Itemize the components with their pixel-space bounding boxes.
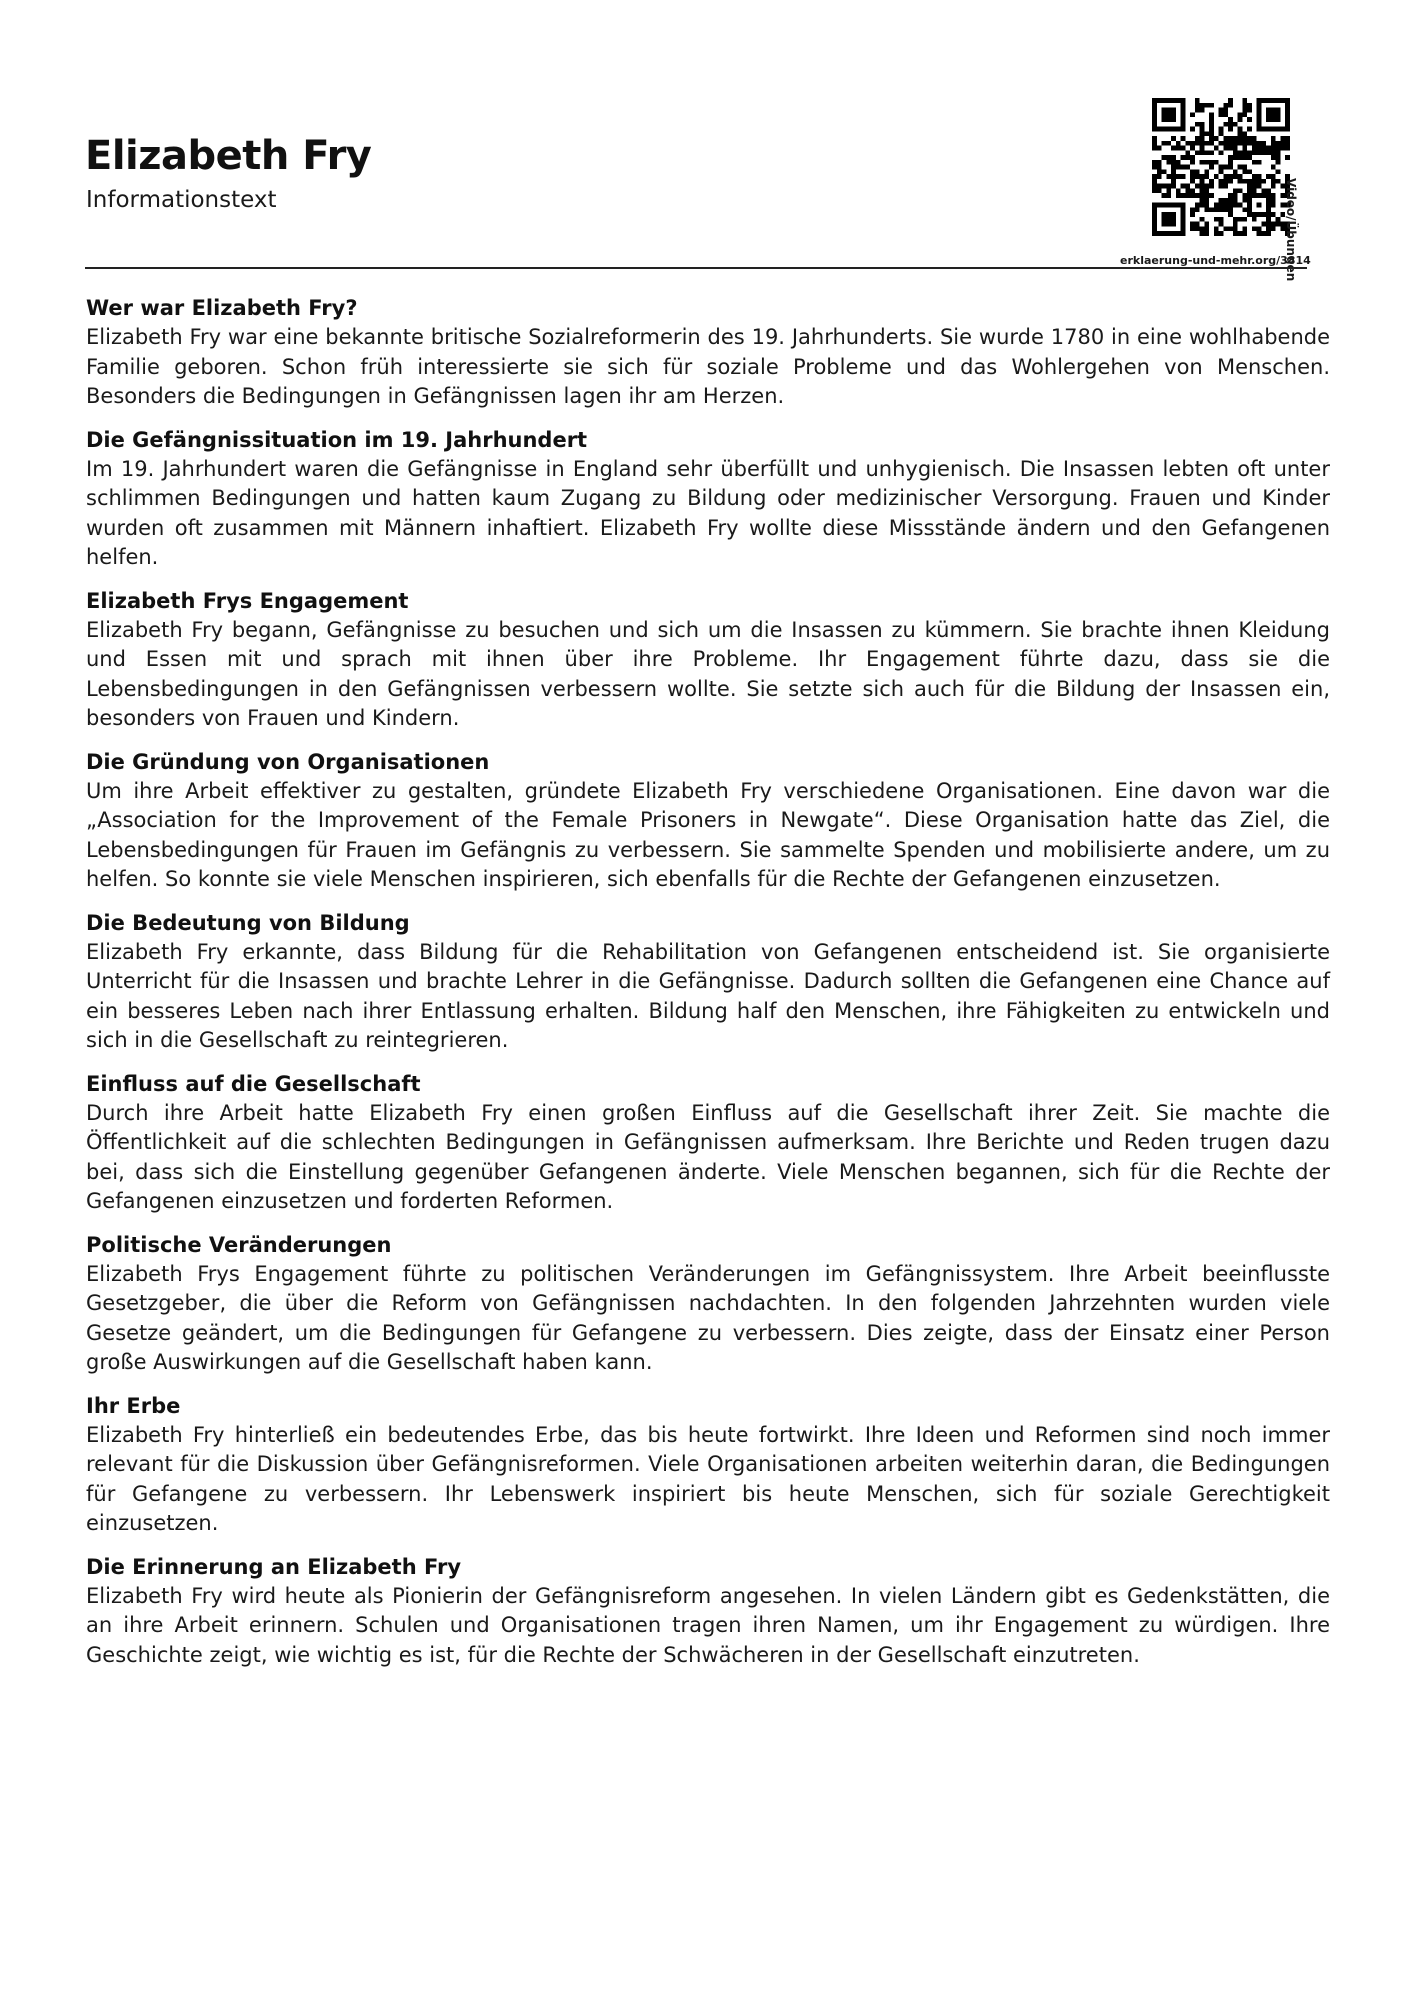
page-subtitle: Informationstext [86, 187, 277, 213]
section-text: Elizabeth Fry war eine bekannte britische Sozialreformerin des 19. Jahrhunderts. Sie wurde 1780 in eine wohlhabende Familie geboren. Schon früh interessierte sie sich für soziale Probleme und das Wohlergehen von Menschen. Besonders die Bedingungen in Gefängnissen lagen ihr am Herzen. [86, 325, 1330, 408]
section-engagement [86, 586, 1330, 734]
qr-code-icon[interactable] [1152, 98, 1290, 236]
video-exercises-label: Video/Übungen [1284, 178, 1298, 282]
section-organisationen [86, 747, 1330, 895]
section-text: Elizabeth Fry wird heute als Pionierin der Gefängnisreform angesehen. In vielen Ländern gibt es Gedenkstätten, die an ihre Arbeit erinnern. Schulen und Organisationen tragen ihren Namen, um ihr Engagement zu würdigen. Ihre Geschichte zeigt, wie wichtig es ist, für die Rechte der Schwächeren in der Gesellschaft einzutreten. [86, 1583, 1330, 1667]
section-heading: Politische Veränderungen [86, 1232, 392, 1257]
section-heading: Die Erinnerung an Elizabeth Fry [86, 1554, 462, 1579]
section-text: Elizabeth Fry hinterließ ein bedeutendes Erbe, das bis heute fortwirkt. Ihre Ideen und Reformen sind noch immer relevant für die Diskussion über Gefängnisreformen. Viele Organisationen arbeiten weiterhin daran, die Bedingungen für Gefangene zu verbessern. Ihr Lebenswerk inspiriert bis heute Menschen, sich für soziale Gerechtigkeit einzusetzen. [86, 1422, 1330, 1535]
section-text: Elizabeth Fry erkannte, dass Bildung für die Rehabilitation von Gefangenen entscheidend ist. Sie organisierte Unterricht für die Insassen und brachte Lehrer in die Gefängnisse. Dadurch sollten die Gefangenen eine Chance auf ein besseres Leben nach ihrer Entlassung erhalten. Bildung half den Menschen, ihre Fähigkeiten zu entwickeln und sich in die Gesellschaft zu reintegrieren. [86, 939, 1330, 1052]
article-body [86, 293, 1330, 1683]
source-url[interactable]: erklaerung-und-mehr.org/3814 [1120, 254, 1311, 267]
header-divider [85, 267, 1307, 269]
section-text: Elizabeth Frys Engagement führte zu politischen Veränderungen im Gefängnissystem. Ihre Arbeit beeinflusste Gesetzgeber, die über die Reform von Gefängnissen nachdachten. In den folgenden Jahrzehnten wurden viele Gesetze geändert, um die Bedingungen für Gefangene zu verbessern. Dies zeigte, dass der Einsatz einer Person große Auswirkungen auf die Gesellschaft haben kann. [86, 1261, 1330, 1374]
section-heading: Elizabeth Frys Engagement [86, 588, 409, 613]
section-heading: Einfluss auf die Gesellschaft [86, 1071, 421, 1096]
section-heading: Die Gefängnissituation im 19. Jahrhundert [86, 427, 588, 452]
section-erbe [86, 1391, 1330, 1539]
qr-code-graphic [1152, 98, 1290, 236]
section-gefaengnissituation [86, 425, 1330, 573]
page-title: Elizabeth Fry [85, 133, 372, 179]
section-heading: Ihr Erbe [86, 1393, 181, 1418]
section-text: Um ihre Arbeit effektiver zu gestalten, gründete Elizabeth Fry verschiedene Organisationen. Eine davon war die „Association for the Improvement of the Female Prisoners in Newgate“. Diese Organisation hatte das Ziel, die Lebensbedingungen für Frauen im Gefängnis zu verbessern. Sie sammelte Spenden und mobilisierte andere, um zu helfen. So konnte sie viele Menschen inspirieren, sich ebenfalls für die Rechte der Gefangenen einzusetzen. [86, 778, 1330, 891]
section-heading: Die Bedeutung von Bildung [86, 910, 410, 935]
section-text: Im 19. Jahrhundert waren die Gefängnisse in England sehr überfüllt und unhygienisch. Die Insassen lebten oft unter schlimmen Bedingungen und hatten kaum Zugang zu Bildung oder medizinischer Versorgung. Frauen und Kinder wurden oft zusammen mit Männern inhaftiert. Elizabeth Fry wollte diese Missstände ändern und den Gefangenen helfen. [86, 456, 1330, 569]
section-einfluss [86, 1069, 1330, 1217]
section-heading: Wer war Elizabeth Fry? [86, 296, 358, 320]
section-politische-veraenderungen [86, 1230, 1330, 1378]
section-bildung [86, 908, 1330, 1056]
section-wer-war-elizabeth-fry [86, 293, 1330, 412]
section-text: Durch ihre Arbeit hatte Elizabeth Fry einen großen Einfluss auf die Gesellschaft ihrer Zeit. Sie machte die Öffentlichkeit auf die schlechten Bedingungen in Gefängnissen aufmerksam. Ihre Berichte und Reden trugen dazu bei, dass sich die Einstellung gegenüber Gefangenen änderte. Viele Menschen begannen, sich für die Rechte der Gefangenen einzusetzen und forderten Reformen. [86, 1100, 1330, 1213]
section-erinnerung [86, 1552, 1330, 1671]
section-heading: Die Gründung von Organisationen [86, 749, 490, 774]
section-text: Elizabeth Fry begann, Gefängnisse zu besuchen und sich um die Insassen zu kümmern. Sie brachte ihnen Kleidung und Essen mit und sprach mit ihnen über ihre Probleme. Ihr Engagement führte dazu, dass sie die Lebensbedingungen in den Gefängnissen verbessern wollte. Sie setzte sich auch für die Bildung der Insassen ein, besonders von Frauen und Kindern. [86, 617, 1330, 730]
